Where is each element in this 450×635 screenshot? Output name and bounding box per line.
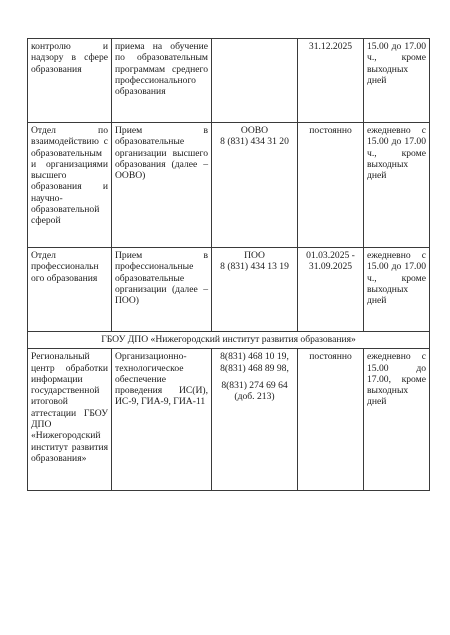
table-row: [28, 248, 430, 332]
phone-extension: (доб. 213): [234, 391, 275, 403]
department-cell: Отдел по взаимодействию с образовательным и организациями высшего образования и научно-образовательной сферой: [28, 123, 112, 248]
phone-cell: [212, 248, 298, 332]
section-title: ГБОУ ДПО «Нижегородский институт развития образования»: [28, 332, 430, 349]
phone-number: 8 (831) 434 31 20: [220, 136, 289, 148]
table-row: [28, 123, 430, 248]
phone-number: 8(831) 274 69 64: [221, 379, 288, 391]
department-cell: контролю и надзору в сфере образования: [28, 39, 112, 123]
hours-cell: ежедневно с 15.00 до 17.00, кроме выходных дней: [364, 349, 430, 491]
service-cell: Прием в образовательные организации высшего образования (далее – ООВО): [112, 123, 212, 248]
period-cell: постоянно: [298, 123, 364, 248]
contacts-table: [27, 38, 430, 491]
department-cell: Отдел профессиональн ого образования: [28, 248, 112, 332]
hours-cell: ежедневно с 15.00 до 17.00 ч., кроме выходных дней: [364, 248, 430, 332]
phone-label: ПОО: [244, 250, 265, 261]
service-cell: приема на обучение по образовательным программам среднего профессионального образования: [112, 39, 212, 123]
phone-cell: [212, 349, 298, 491]
table-row: [28, 349, 430, 491]
hours-cell: ежедневно с 15.00 до 17.00 ч., кроме выходных дней: [364, 123, 430, 248]
service-cell: Организационно-технологическое обеспечение проведения ИС(И), ИС-9, ГИА-9, ГИА-11: [112, 349, 212, 491]
phone-cell: [212, 39, 298, 123]
department-cell: Региональный центр обработки информации государственной итоговой аттестации ГБОУ ДПО «Нижегородский институт развития образования»: [28, 349, 112, 491]
phone-number: 8 (831) 434 13 19: [220, 261, 289, 273]
phone-number: 8(831) 468 89 98,: [220, 362, 289, 374]
period-cell: постоянно: [298, 349, 364, 491]
phone-label: ООВО: [240, 125, 269, 136]
section-row: [28, 332, 430, 349]
table-row: [28, 39, 430, 123]
period-cell: 31.12.2025: [298, 39, 364, 123]
phone-cell: [212, 123, 298, 248]
service-cell: Прием в профессиональные образовательные организации (далее –ПОО): [112, 248, 212, 332]
period-cell: 01.03.2025 - 31.09.2025: [298, 248, 364, 332]
hours-cell: 15.00 до 17.00 ч., кроме выходных дней: [364, 39, 430, 123]
phone-number: 8(831) 468 10 19,: [220, 351, 289, 363]
